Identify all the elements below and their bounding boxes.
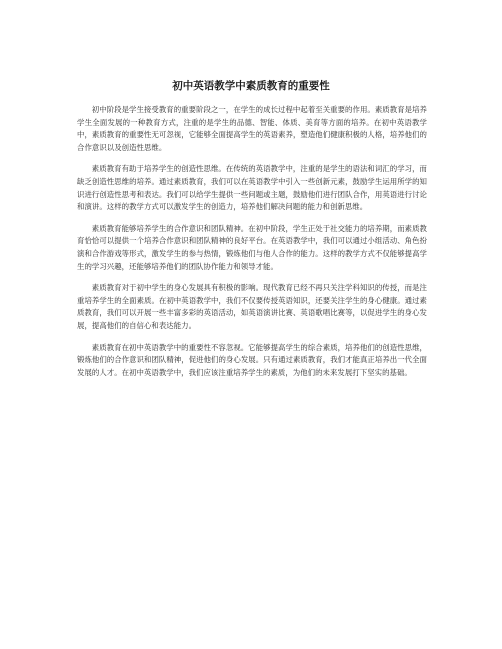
paragraph-2: 素质教育有助于培养学生的创造性思维。在传统的英语教学中，注重的是学生的语法和词汇的学习，而缺乏创造性思维的培养。通过素质教育，我们可以在英语教学中引入一些创新元素，鼓励学生运用所学的知识进行创造性思考和表达。我们可以给学生提供一些问题或主题，鼓励他们进行团队合作，用英语进行讨论和演讲。这样的教学方式可以激发学生的创造力，培养他们解决问题的能力和创新思维。	[77, 164, 427, 212]
paragraph-3: 素质教育能够培养学生的合作意识和团队精神。在初中阶段，学生正处于社交能力的培养期，而素质教育恰恰可以提供一个培养合作意识和团队精神的良好平台。在英语教学中，我们可以通过小组活动、角色扮演和合作游戏等形式，激发学生的参与热情，锻炼他们与他人合作的能力。这样的教学方式不仅能够提高学生的学习兴趣，还能够培养他们的团队协作能力和领导才能。	[77, 223, 427, 271]
document-title: 初中英语教学中素质教育的重要性	[172, 80, 330, 92]
paragraph-1: 初中阶段是学生接受教育的重要阶段之一，在学生的成长过程中起着至关重要的作用。素质教育是培养学生全面发展的一种教育方式，注重的是学生的品德、智能、体质、美育等方面的培养。在初中英语教学中，素质教育的重要性无可忽视，它能够全面提高学生的英语素养，塑造他们健康积极的人格，培养他们的合作意识以及创造性思维。	[77, 105, 427, 152]
paragraph-5: 素质教育在初中英语教学中的重要性不容忽视。它能够提高学生的综合素质，培养他们的创造性思维，锻炼他们的合作意识和团队精神，促进他们的身心发展。只有通过素质教育，我们才能真正培养出一代全面发展的人才。在初中英语教学中，我们应该注重培养学生的素质，为他们的未来发展打下坚实的基础。	[77, 342, 427, 377]
paragraph-4: 素质教育对于初中学生的身心发展具有积极的影响。现代教育已经不再只关注学科知识的传授，而是注重培养学生的全面素质。在初中英语教学中，我们不仅要传授英语知识，还要关注学生的身心健康。通过素质教育，我们可以开展一些丰富多彩的英语活动，如英语演讲比赛、英语歌唱比赛等，以促进学生的身心发展，提高他们的自信心和表达能力。	[77, 283, 427, 330]
document-body	[77, 104, 427, 388]
